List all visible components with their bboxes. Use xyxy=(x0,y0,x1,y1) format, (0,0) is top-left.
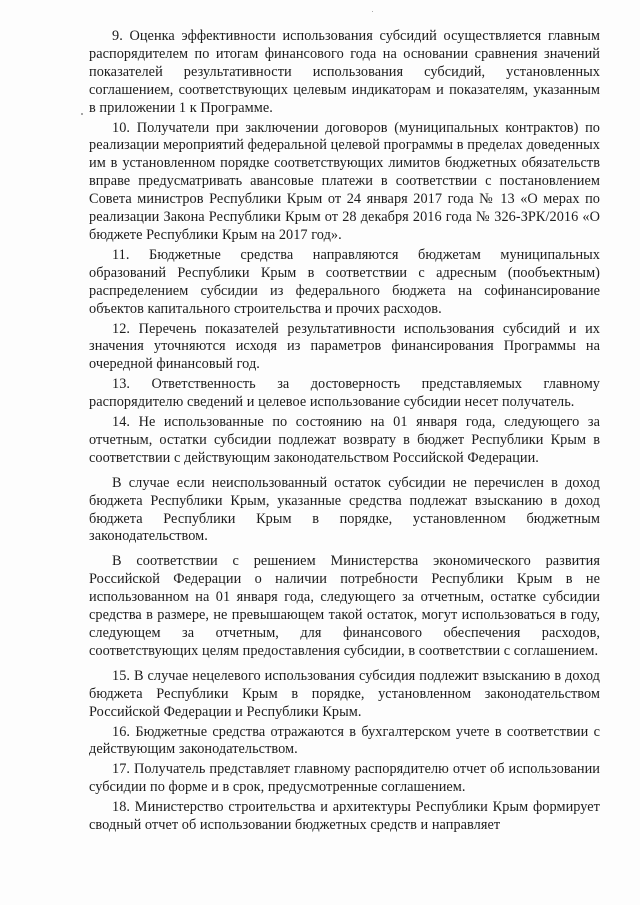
paragraph-18: 18. Министерство строительства и архитектуры Республики Крым формирует сводный отчет об использовании бюджетных средств и направляет xyxy=(89,799,600,834)
paragraph-14-unremitted-balance: В случае если неиспользованный остаток субсидии не перечислен в доход бюджета Республики Крым, указанные средства подлежат взысканию в доход бюджета Республики Крым в порядке, установленном бюджетным законодательством. xyxy=(89,474,600,545)
paragraph-13: 13. Ответственность за достоверность представляемых главному распорядителю сведений и целевое использование субсидии несет получатель. xyxy=(89,376,600,411)
paragraph-10: 10. Получатели при заключении договоров (муниципальных контрактов) по реализации мероприятий федеральной целевой программы в пределах доведенных им в установленном порядке соответствующих лимитов бюджетных обязательств вправе предусматривать авансовые платежи в соответствии с постановлением Совета министров Республики Крым от 24 января 2017 года № 13 «О мерах по реализации Закона Республики Крым от 28 декабря 2016 года № 326-ЗРК/2016 «О бюджете Республики Крым на 2017 год». xyxy=(89,119,600,243)
scan-speck xyxy=(81,113,83,115)
paragraph-15: 15. В случае нецелевого использования субсидия подлежит взысканию в доход бюджета Республики Крым в порядке, установленном законодательством Российской Федерации и Республики Крым. xyxy=(89,667,600,720)
paragraph-12: 12. Перечень показателей результативности использования субсидий и их значения уточняются исходя из параметров финансирования Программы на очередной финансовый год. xyxy=(89,320,600,373)
paragraph-17: 17. Получатель представляет главному распорядителю отчет об использовании субсидии по форме и в срок, предусмотренные соглашением. xyxy=(89,761,600,796)
paragraph-9: 9. Оценка эффективности использования субсидий осуществляется главным распорядителем по итогам финансового года на основании сравнения значений показателей результативности использования субсидий, установленных соглашением, соответствующих целевым индикаторам и показателям, указанным в приложении 1 к Программе. xyxy=(89,28,600,116)
paragraph-16: 16. Бюджетные средства отражаются в бухгалтерском учете в соответствии с действующим законодательством. xyxy=(89,723,600,758)
paragraph-14-ministry-decision: В соответствии с решением Министерства экономического развития Российской Федерации о наличии потребности Республики Крым в не использованном на 01 января года, следующего за отчетным, остатке субсидии средства в размере, не превышающем такой остаток, могут использоваться в году, следующем за отчетным, для финансового обеспечения расходов, соответствующих целям предоставления субсидии, в соответствии с соглашением. xyxy=(89,553,600,659)
document-body xyxy=(89,28,600,835)
paragraph-11: 11. Бюджетные средства направляются бюджетам муниципальных образований Республики Крым в соответствии с адресным (пообъектным) распределением субсидии из федерального бюджета на софинансирование объектов капитального строительства и прочих расходов. xyxy=(89,246,600,317)
scan-speck xyxy=(372,11,373,12)
paragraph-14: 14. Не использованные по состоянию на 01 января года, следующего за отчетным, остатки субсидии подлежат возврату в бюджет Республики Крым в соответствии с действующим законодательством Российской Федерации. xyxy=(89,414,600,466)
